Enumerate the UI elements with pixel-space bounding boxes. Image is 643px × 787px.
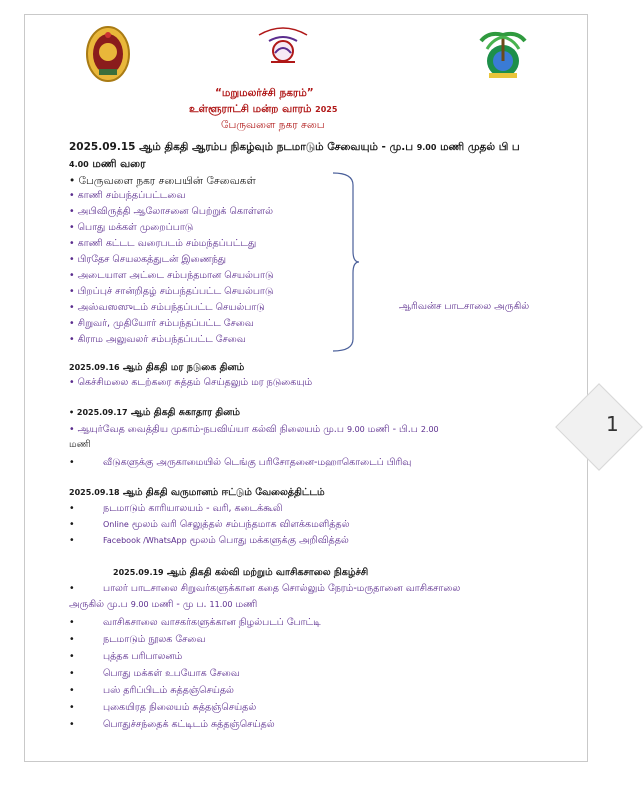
intro-text-b: மணி முதல் பி ப bbox=[440, 141, 520, 153]
title-renaissance-city: “மறுமலர்ச்சி நகரம்” bbox=[215, 87, 314, 99]
local-council-week-logo bbox=[255, 23, 311, 67]
day19-time-end: 11.00 bbox=[209, 600, 233, 609]
page-number: 1 bbox=[606, 412, 619, 436]
day17-item1-end: மணி bbox=[69, 439, 91, 450]
day16-title: ஆம் திகதி மர நடுகை தினம் bbox=[122, 362, 245, 373]
day17-item1-text: • ஆயுர்வேத வைத்திய முகாம்-நபவிய்யா கல்வி நிலையம் மு.ப bbox=[69, 424, 344, 435]
day18-item2-text: மூலம் வரி செலுத்தல் சம்பந்தமாக விளக்கமளித்தல் bbox=[131, 519, 350, 530]
day19-time-start: 9.00 bbox=[130, 600, 149, 609]
day18-online-label: Online bbox=[103, 520, 129, 529]
intro-text-a: ஆம் திகதி ஆரம்ப நிகழ்வும் நடமாடும் சேவையும் - மு.ப bbox=[139, 141, 414, 153]
day17-item1 bbox=[69, 424, 439, 436]
intro-date: 2025.09.15 bbox=[69, 141, 136, 153]
intro-line-2 bbox=[69, 158, 146, 171]
day17-date: • 2025.09.17 bbox=[69, 408, 128, 417]
bullet: • bbox=[69, 651, 75, 662]
day16-item: • கெச்சிமலை கடற்கரை சுத்தம் செய்தலும் மர நடுகையும் bbox=[69, 377, 313, 388]
list-item: • அபிவிருத்தி ஆலோசனை பெற்றுக் கொள்ளல் bbox=[69, 206, 273, 217]
services-brace bbox=[331, 171, 361, 353]
title-week-label: உள்ளூராட்சி மன்ற வாரம் bbox=[189, 103, 312, 115]
day18-heading bbox=[69, 487, 325, 499]
day18-date: 2025.09.18 bbox=[69, 488, 120, 497]
day19-heading bbox=[113, 567, 368, 579]
day17-item1-mid: மணி - பி.ப bbox=[367, 424, 418, 435]
day19-item1-line2 bbox=[69, 599, 257, 611]
list-item: • பிரதேச செயலகத்துடன் இணைந்து bbox=[69, 254, 227, 265]
document-page bbox=[24, 14, 588, 762]
list-item: பஸ் தரிப்பிடம் சுத்தஞ்செய்தல் bbox=[103, 685, 234, 696]
day18-title: ஆம் திகதி வருமானம் ஈட்டும் வேலைத்திட்டம் bbox=[122, 487, 325, 498]
list-item: நடமாடும் நூலக சேவை bbox=[103, 634, 206, 645]
list-item: புத்தக பரிபாலனம் bbox=[103, 651, 183, 662]
intro-time-end: 4.00 bbox=[69, 160, 89, 169]
bullet: • bbox=[69, 535, 75, 546]
list-item: புகையிரத நிலையம் சுத்தஞ்செய்தல் bbox=[103, 702, 257, 713]
day19-item1-end: மணி bbox=[235, 599, 258, 610]
intro-line bbox=[69, 141, 520, 154]
list-item: • கிராம அலுவலர் சம்பந்தப்பட்ட சேவை bbox=[69, 334, 246, 345]
day19-item1-mid: மணி - மு ப. bbox=[151, 599, 207, 610]
bullet: • bbox=[69, 519, 75, 530]
title-beruwala-council: பேருவளை நகர சபை bbox=[221, 119, 325, 131]
day18-item2 bbox=[103, 519, 350, 531]
list-item: பொதுச்சந்தைக் கட்டிடம் சுத்தஞ்செய்தல் bbox=[103, 719, 275, 730]
sri-lanka-emblem-logo bbox=[85, 25, 131, 83]
bullet: • bbox=[69, 634, 75, 645]
bullet: • bbox=[69, 702, 75, 713]
day17-time-end: 2.00 bbox=[420, 425, 439, 434]
day17-item2: வீடுகளுக்கு அருகாமையில் டெங்கு பரிசோதனை-மஹாகொடைப் பிரிவு bbox=[103, 457, 412, 468]
services-heading: • பேருவளை நகர சபையின் சேவைகள் bbox=[69, 175, 256, 187]
bullet: • bbox=[69, 583, 75, 594]
intro-time-start: 9.00 bbox=[416, 143, 437, 152]
list-item: • பொது மக்கள் முறைப்பாடு bbox=[69, 222, 194, 233]
day19-title: ஆம் திகதி கல்வி மற்றும் வாசிகசாலை நிகழ்ச்சி bbox=[166, 567, 369, 578]
day18-social-label: Facebook /WhatsApp bbox=[103, 536, 187, 545]
list-item: பொது மக்கள் உபயோக சேவை bbox=[103, 668, 240, 679]
day18-item1: நடமாடும் காரியாலயம் - வரி, கடைக்கூலி bbox=[103, 503, 283, 514]
bullet: • bbox=[69, 719, 75, 730]
day16-date: 2025.09.16 bbox=[69, 363, 120, 372]
bullet: • bbox=[69, 503, 75, 514]
list-item: • பிறப்புச் சான்றிதழ் சம்பந்தப்பட்ட செயல்பாடு bbox=[69, 286, 274, 297]
day19-item1-text: அருகில் மு.ப bbox=[69, 599, 128, 610]
list-item: • அடையாள அட்டை சம்பந்தமான செயல்பாடு bbox=[69, 270, 274, 281]
bullet: • bbox=[69, 457, 75, 468]
bullet: • bbox=[69, 617, 75, 628]
list-item: • அஸ்வஸஸுடம் சம்பந்தப்பட்ட செயல்பாடு bbox=[69, 302, 265, 313]
title-local-council-week bbox=[189, 103, 337, 116]
day17-title: ஆம் திகதி சுகாதார தினம் bbox=[130, 407, 240, 418]
list-item: • காணி சம்பந்தப்பட்டவை bbox=[69, 190, 186, 201]
list-item: வாசிகசாலை வாசகர்களுக்கான நிழல்படப் போட்டி bbox=[103, 617, 321, 628]
day19-item1-line1: பாலர் பாடசாலை சிறுவர்களுக்கான கதை சொல்லும் நேரம்-மருதானை வாசிகசாலை bbox=[103, 583, 461, 594]
bullet: • bbox=[69, 668, 75, 679]
intro-text-c: மணி வரை bbox=[92, 158, 146, 170]
day19-date: 2025.09.19 bbox=[113, 568, 164, 577]
list-item: • காணி கட்டட வரைபடம் சம்மந்தப்பட்டது bbox=[69, 238, 257, 249]
list-item: • சிறுவர், முதியோர் சம்பந்தப்பட்ட சேவை bbox=[69, 318, 254, 329]
beruwala-council-logo bbox=[475, 27, 531, 83]
day17-heading bbox=[69, 407, 240, 419]
day18-item3 bbox=[103, 535, 349, 547]
title-year: 2025 bbox=[315, 105, 338, 114]
day18-item3-text: மூலம் பொது மக்களுக்கு அறிவித்தல் bbox=[189, 535, 349, 546]
services-location: ஆரிவன்ச பாடசாலை அருகில் bbox=[399, 301, 530, 312]
bullet: • bbox=[69, 685, 75, 696]
day16-heading bbox=[69, 362, 244, 374]
day17-time-start: 9.00 bbox=[346, 425, 365, 434]
